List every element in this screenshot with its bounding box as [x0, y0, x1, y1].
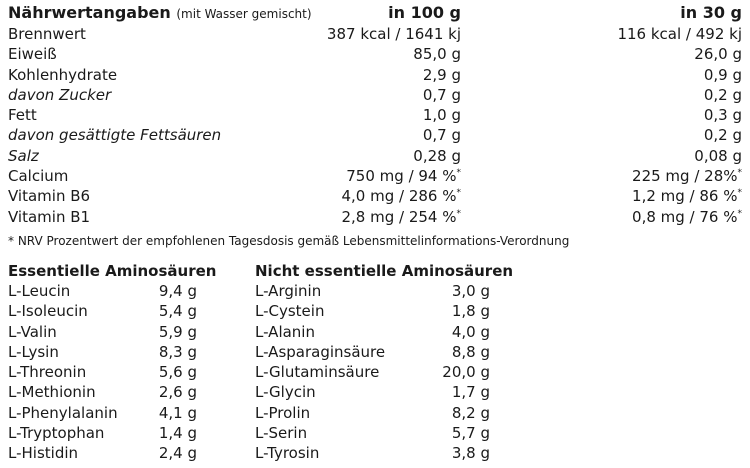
- nutrition-label: Kohlenhydrate: [8, 65, 118, 84]
- value-per-30g: [694, 146, 742, 166]
- amino-acid-value: 1,7 g: [451, 383, 490, 402]
- amino-acid-name: L-Asparaginsäure: [255, 342, 386, 361]
- value-per-30g-text: 116 kcal / 492 kj: [617, 25, 742, 43]
- amino-acid-value: 8,2 g: [451, 403, 490, 422]
- amino-acid-row: [255, 362, 490, 382]
- value-per-30g-text: 0,9 g: [703, 65, 742, 84]
- value-per-100g-text: 0,28 g: [413, 146, 461, 165]
- amino-acid-row: [255, 382, 490, 402]
- value-per-100g-text: 1,0 g: [422, 106, 461, 125]
- value-per-30g-text: 0,2 g: [703, 126, 742, 145]
- value-per-100g-text: 2,8 mg / 254 %: [341, 207, 457, 226]
- essential-amino-acids-title: Essentielle Aminosäuren: [8, 262, 217, 280]
- nutrition-label: Fett: [8, 106, 37, 125]
- nutrition-label: Calcium: [8, 167, 69, 186]
- amino-acid-name: L-Serin: [255, 424, 308, 443]
- value-per-100g-text: 4,0 mg / 286 %: [341, 187, 457, 206]
- amino-acid-row: [8, 403, 197, 423]
- nonessential-amino-acids-table: [255, 261, 514, 464]
- nutrition-label: Vitamin B6: [8, 187, 91, 206]
- amino-acid-row: [8, 443, 197, 463]
- amino-acid-name: L-Isoleucin: [8, 302, 88, 321]
- amino-acid-row: [8, 342, 197, 362]
- value-per-30g: [704, 65, 742, 85]
- value-per-100g: [342, 186, 462, 206]
- nrv-marker: *: [737, 188, 742, 199]
- value-per-30g-text: 26,0 g: [694, 45, 742, 64]
- value-per-100g: [423, 105, 461, 125]
- value-per-30g: [632, 186, 742, 206]
- nutrition-row: [8, 24, 742, 44]
- value-per-30g: [704, 105, 742, 125]
- nrv-marker: *: [456, 208, 461, 219]
- value-per-100g-text: 0,7 g: [422, 85, 461, 104]
- amino-acid-value: 8,8 g: [451, 342, 490, 361]
- amino-acid-name: L-Methionin: [8, 383, 96, 402]
- value-per-100g-text: 0,7 g: [422, 126, 461, 145]
- amino-acid-name: L-Tryptophan: [8, 424, 105, 443]
- amino-acid-value: 3,8 g: [451, 444, 490, 463]
- value-per-30g-text: 0,2 g: [703, 85, 742, 104]
- nutrition-row: [8, 105, 742, 125]
- value-per-100g-text: 750 mg / 94 %: [346, 167, 457, 186]
- value-per-100g: [423, 125, 461, 145]
- value-per-30g-text: 0,8 mg / 76 %: [632, 207, 738, 226]
- amino-acid-value: 20,0 g: [442, 363, 490, 382]
- value-per-30g: [704, 125, 742, 145]
- amino-acid-row: [255, 322, 490, 342]
- amino-acid-row: [255, 423, 490, 443]
- nrv-footnote: * NRV Prozentwert der empfohlenen Tagesdosis gemäß Lebensmittelinformations-Verordnung: [8, 234, 570, 248]
- nutrition-label: davon Zucker: [8, 85, 112, 104]
- nutrition-row: [8, 146, 742, 166]
- amino-acid-row: [8, 281, 197, 301]
- amino-acid-name: L-Prolin: [255, 403, 311, 422]
- nutrition-row: [8, 207, 742, 227]
- nutrition-row: [8, 44, 742, 64]
- nrv-marker: *: [737, 168, 742, 179]
- nutrition-subtitle: (mit Wasser gemischt): [176, 7, 312, 21]
- amino-acid-row: [255, 281, 490, 301]
- amino-acid-name: L-Lysin: [8, 342, 59, 361]
- nrv-marker: *: [456, 188, 461, 199]
- amino-acid-value: 2,6 g: [158, 383, 197, 402]
- nutrition-row: [8, 166, 742, 186]
- amino-acid-name: L-Tyrosin: [255, 444, 320, 463]
- amino-acid-value: 5,4 g: [158, 302, 197, 321]
- amino-acid-value: 5,6 g: [158, 363, 197, 382]
- nonessential-amino-acids-list: [255, 281, 490, 464]
- nutrition-title-text: Nährwertangaben: [8, 3, 171, 22]
- column-header-30g: in 30 g: [680, 3, 742, 22]
- value-per-100g: [327, 24, 461, 44]
- value-per-30g: [617, 24, 742, 44]
- nutrition-label: Brennwert: [8, 25, 86, 43]
- nutrition-row: [8, 125, 742, 145]
- amino-acid-name: L-Leucin: [8, 282, 71, 300]
- nutrition-label: davon gesättigte Fettsäuren: [8, 126, 222, 145]
- nutrition-row: [8, 65, 742, 85]
- amino-acid-value: 1,4 g: [158, 424, 197, 443]
- value-per-100g: [346, 166, 461, 186]
- value-per-100g-text: 387 kcal / 1641 kj: [326, 25, 461, 43]
- amino-acid-name: L-Threonin: [8, 363, 87, 382]
- amino-acid-name: L-Glutaminsäure: [255, 363, 380, 382]
- amino-acid-value: 8,3 g: [158, 342, 197, 361]
- value-per-30g: [632, 207, 742, 227]
- amino-acid-value: 4,0 g: [451, 322, 490, 341]
- value-per-30g-text: 1,2 mg / 86 %: [632, 187, 738, 206]
- nutrition-row: [8, 186, 742, 206]
- column-header-100g: in 100 g: [388, 3, 461, 22]
- amino-acid-value: 4,1 g: [158, 403, 197, 422]
- nutrition-row: [8, 85, 742, 105]
- amino-acid-value: 5,7 g: [451, 424, 490, 443]
- essential-amino-acids-table: [8, 261, 217, 464]
- nutrition-label: Salz: [8, 146, 39, 165]
- amino-acid-value: 9,4 g: [158, 282, 197, 300]
- nonessential-amino-acids-title: Nicht essentielle Aminosäuren: [255, 262, 514, 280]
- value-per-100g: [413, 146, 461, 166]
- amino-acid-row: [8, 301, 197, 321]
- essential-amino-acids-list: [8, 281, 197, 464]
- nutrition-table-header: [8, 3, 742, 25]
- amino-acid-name: L-Alanin: [255, 322, 315, 341]
- nutrition-label: Eiweiß: [8, 45, 57, 64]
- amino-acid-name: L-Phenylalanin: [8, 403, 118, 422]
- amino-acid-value: 1,8 g: [451, 302, 490, 321]
- value-per-30g: [694, 44, 742, 64]
- value-per-30g: [704, 85, 742, 105]
- amino-acid-row: [255, 301, 490, 321]
- value-per-100g-text: 85,0 g: [413, 45, 461, 64]
- amino-acid-value: 5,9 g: [158, 322, 197, 341]
- amino-acid-row: [255, 443, 490, 463]
- nutrition-label: Vitamin B1: [8, 207, 91, 226]
- nutrition-title: [8, 3, 312, 22]
- amino-acid-name: L-Histidin: [8, 444, 79, 463]
- amino-acid-row: [8, 423, 197, 443]
- value-per-100g: [423, 65, 461, 85]
- value-per-100g: [423, 85, 461, 105]
- amino-acid-value: 3,0 g: [451, 282, 490, 300]
- amino-acid-value: 2,4 g: [158, 444, 197, 463]
- value-per-30g: [632, 166, 742, 186]
- value-per-30g-text: 0,3 g: [703, 106, 742, 125]
- amino-acid-row: [8, 322, 197, 342]
- amino-acid-name: L-Glycin: [255, 383, 316, 402]
- value-per-30g-text: 0,08 g: [694, 146, 742, 165]
- value-per-100g: [413, 44, 461, 64]
- value-per-100g-text: 2,9 g: [422, 65, 461, 84]
- amino-acid-name: L-Valin: [8, 322, 57, 341]
- amino-acid-row: [8, 362, 197, 382]
- amino-acid-row: [8, 382, 197, 402]
- nrv-marker: *: [456, 168, 461, 179]
- nrv-marker: *: [737, 208, 742, 219]
- nutrition-table: [8, 24, 742, 227]
- amino-acid-row: [255, 342, 490, 362]
- value-per-30g-text: 225 mg / 28%: [632, 167, 738, 186]
- amino-acid-name: L-Arginin: [255, 282, 322, 300]
- value-per-100g: [342, 207, 462, 227]
- amino-acid-row: [255, 403, 490, 423]
- amino-acid-name: L-Cystein: [255, 302, 325, 321]
